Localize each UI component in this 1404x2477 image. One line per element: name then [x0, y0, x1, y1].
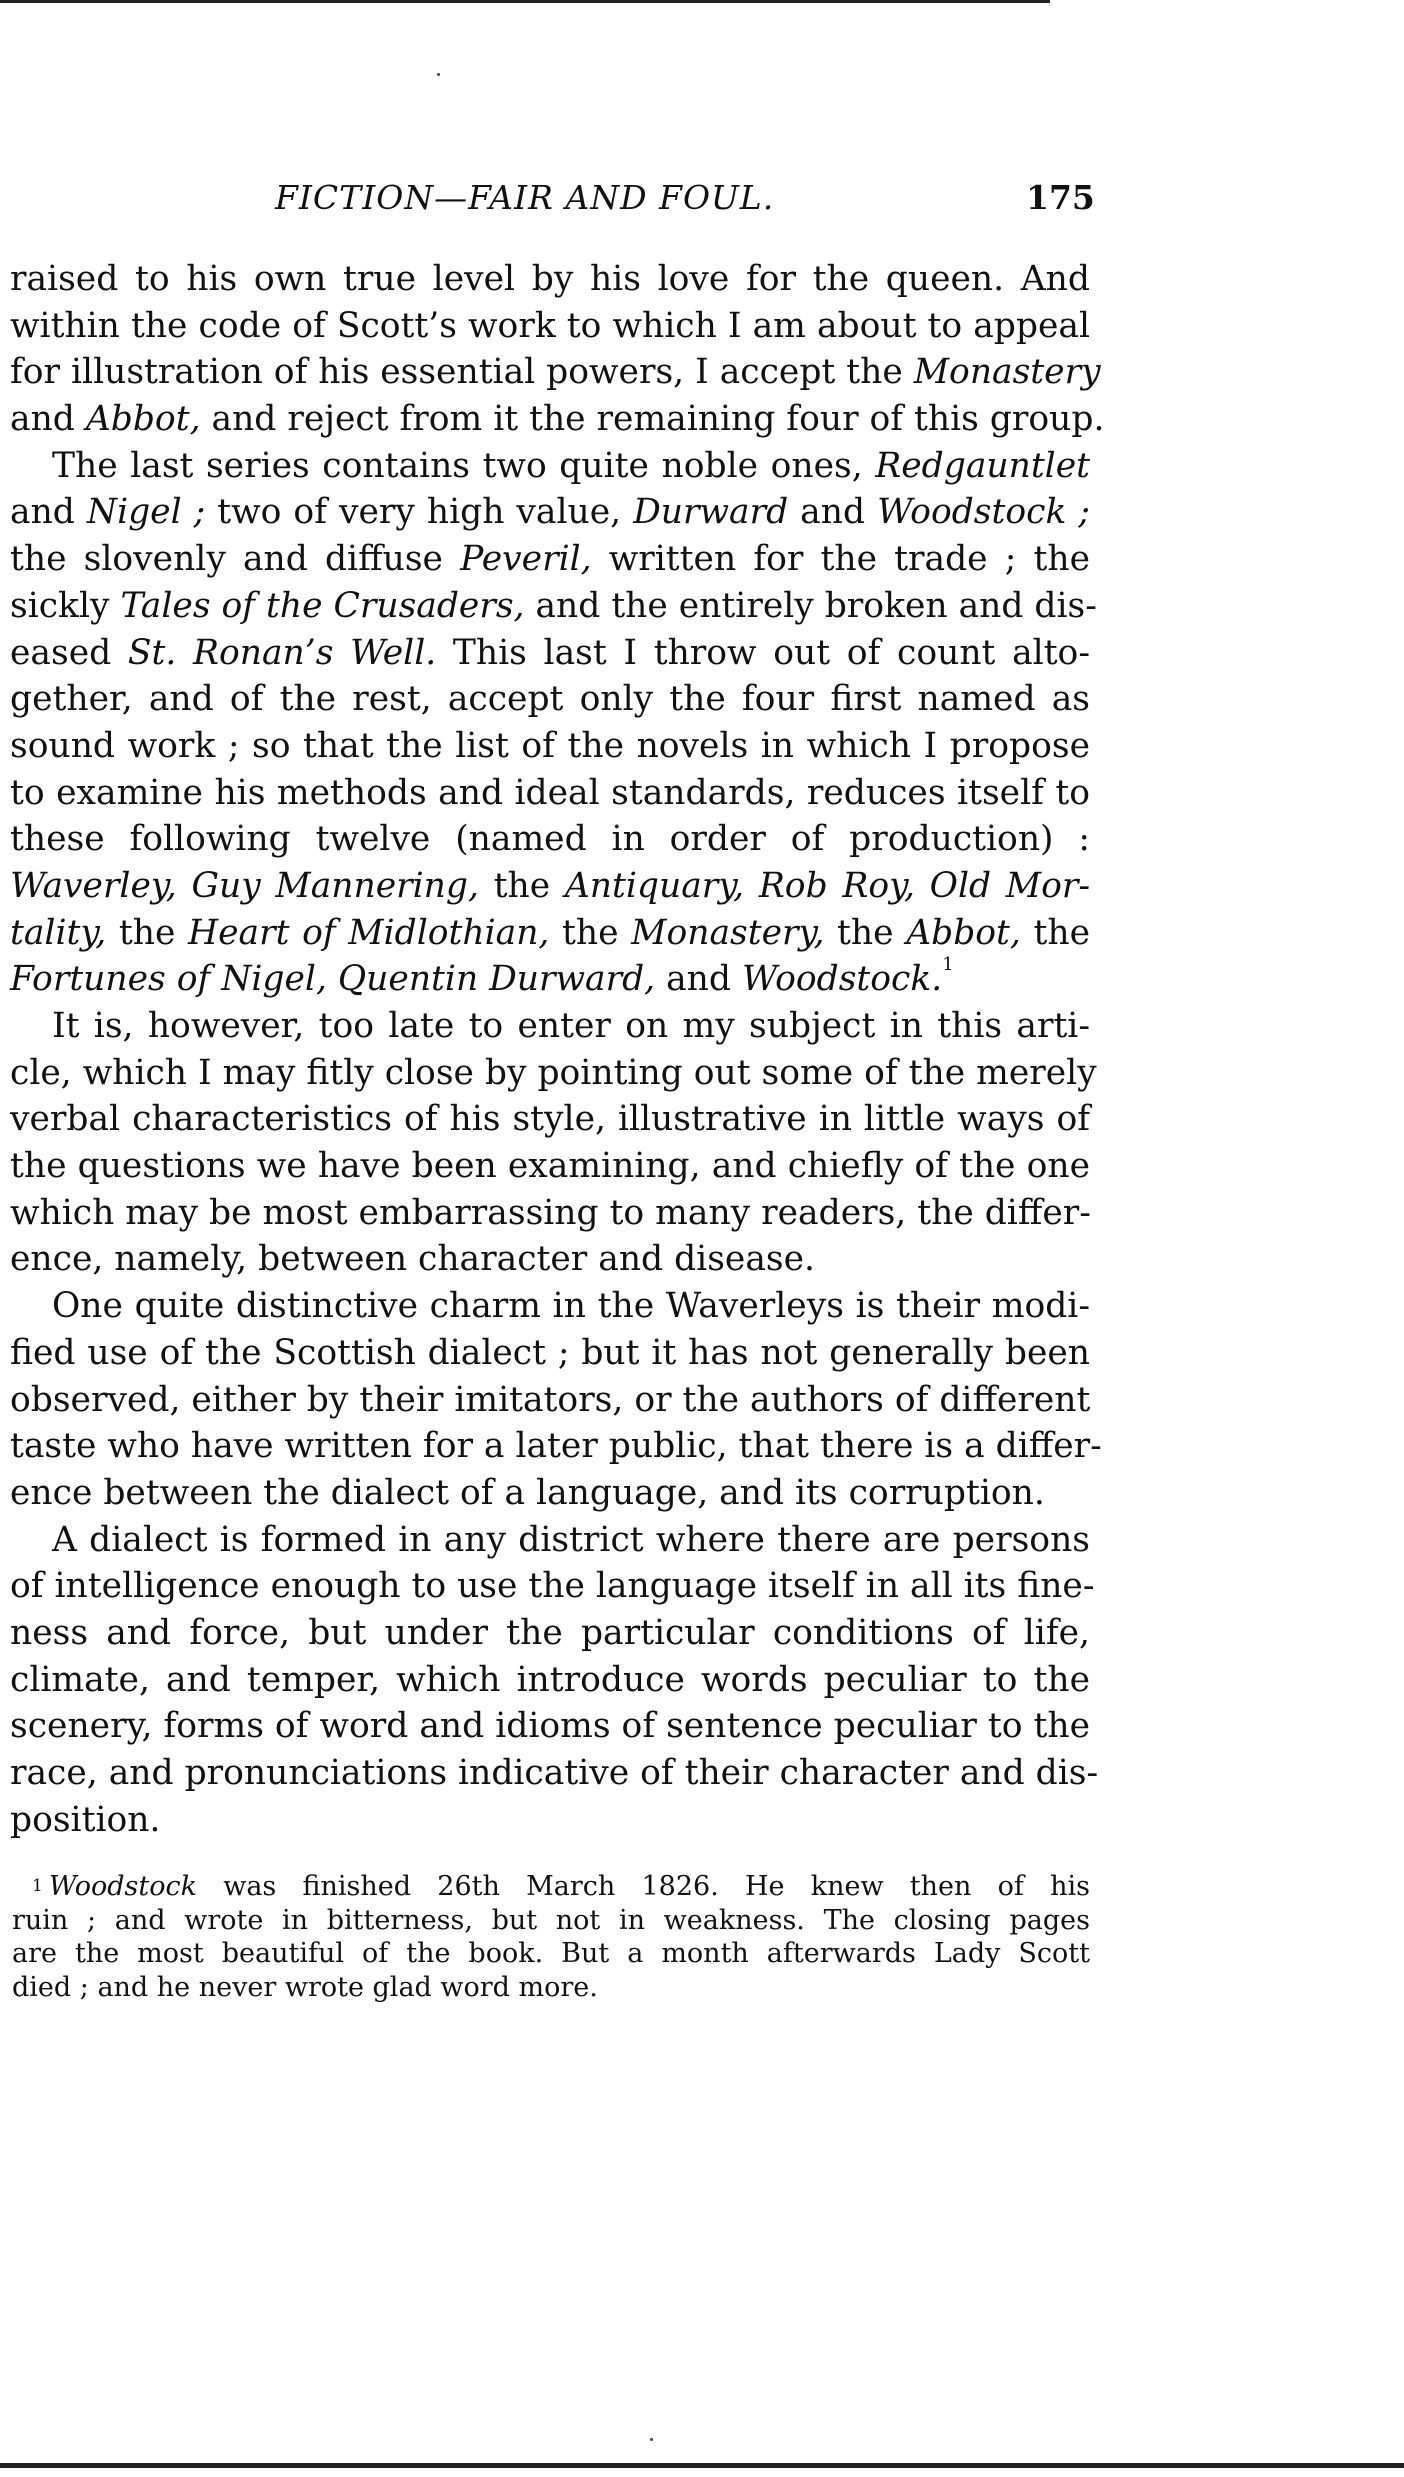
text-line: to examine his methods and ideal standards, reduces itself to — [10, 772, 1090, 813]
paragraph-1 — [10, 256, 1105, 443]
text-line: race, and pronunciations indicative of their character and dis- — [10, 1753, 1099, 1793]
text-line: eased St. Ronan’s Well. This last I throw out of count alto- — [10, 632, 1090, 673]
text-line: and Nigel ; two of very high value, Durward and Woodstock ; — [10, 492, 1090, 533]
text-line: ness and force, but under the particular conditions of life, — [10, 1612, 1090, 1653]
text-line: Fortunes of Nigel, Quentin Durward, and Woodstock.$^1$ — [10, 954, 954, 1000]
text-line: within the code of Scott’s work to which I am about to appeal — [10, 305, 1090, 346]
text-line: It is, however, too late to enter on my subject in this arti- — [52, 1006, 1090, 1046]
text-line: One quite distinctive charm in the Waverleys is their modi- — [52, 1286, 1090, 1327]
paragraph-5 — [10, 1517, 1099, 1844]
text-line: and Abbot, and reject from it the remaining four of this group. — [10, 399, 1105, 440]
text-line: taste who have written for a later public, that there is a differ- — [10, 1426, 1102, 1467]
footnote-reference: 1 — [942, 954, 954, 976]
top-page-edge — [0, 0, 1050, 3]
text-line: the questions we have been examining, and chiefly of the one — [10, 1146, 1090, 1187]
paragraph-4 — [10, 1283, 1102, 1516]
footnote-line: are the most beautiful of the book. But a month afterwards Lady Scott — [12, 1938, 1090, 1969]
footnote — [12, 1870, 1090, 2004]
text-line: A dialect is formed in any district where there are persons — [52, 1519, 1090, 1560]
text-line: sickly Tales of the Crusaders, and the entirely broken and dis- — [10, 585, 1097, 626]
text-line: ence between the dialect of a language, and its corruption. — [10, 1472, 1045, 1513]
text-line: these following twelve (named in order of production) : — [10, 819, 1090, 860]
footnote-line: ruin ; and wrote in bitterness, but not in weakness. The closing pages — [12, 1904, 1090, 1936]
text-line: position. — [10, 1799, 161, 1840]
text-line: verbal characteristics of his style, illustrative in little ways of — [10, 1099, 1090, 1140]
footnote-line: $^1$ Woodstock was finished 26th March 1826. He knew then of his — [32, 1871, 1090, 1902]
text-line: cle, which I may fitly close by pointing out some of the merely — [10, 1052, 1097, 1093]
body-text — [10, 256, 1105, 1843]
paragraph-3 — [10, 1003, 1097, 1283]
text-line: tality, the Heart of Midlothian, the Monastery, the Abbot, the — [10, 912, 1091, 953]
text-line: gether, and of the rest, accept only the four first named as — [10, 679, 1090, 720]
text-line: ence, namely, between character and disease. — [10, 1239, 815, 1280]
bottom-page-edge — [0, 2463, 1404, 2468]
text-line: the slovenly and diffuse Peveril, written for the trade ; the — [10, 539, 1090, 580]
text-line: climate, and temper, which introduce words peculiar to the — [10, 1659, 1090, 1700]
text-line: The last series contains two quite noble ones, Redgauntlet — [52, 445, 1090, 486]
footnote-mark: 1 — [32, 1876, 43, 1896]
running-head — [0, 178, 1404, 226]
text-line: for illustration of his essential powers, I accept the Monastery — [10, 352, 1101, 393]
print-speck — [437, 73, 440, 76]
text-line: scenery, forms of word and idioms of sentence peculiar to the — [10, 1706, 1090, 1747]
running-title: FICTION—FAIR AND FOUL. — [275, 178, 775, 217]
text-line: sound work ; so that the list of the novels in which I propose — [10, 725, 1090, 766]
text-line: of intelligence enough to use the language itself in all its fine- — [10, 1566, 1095, 1607]
text-line: fied use of the Scottish dialect ; but it has not generally been — [10, 1332, 1090, 1373]
print-speck — [650, 2438, 653, 2441]
paragraph-2 — [10, 443, 1097, 1003]
page-number: 175 — [1026, 178, 1095, 217]
text-line: which may be most embarrassing to many readers, the differ- — [10, 1192, 1091, 1233]
text-line: raised to his own true level by his love for the queen. And — [10, 259, 1090, 299]
text-line: Waverley, Guy Mannering, the Antiquary, Rob Roy, Old Mor- — [10, 865, 1090, 906]
footnote-line: died ; and he never wrote glad word more. — [12, 1971, 598, 2003]
text-line: observed, either by their imitators, or the authors of different — [10, 1379, 1091, 1420]
